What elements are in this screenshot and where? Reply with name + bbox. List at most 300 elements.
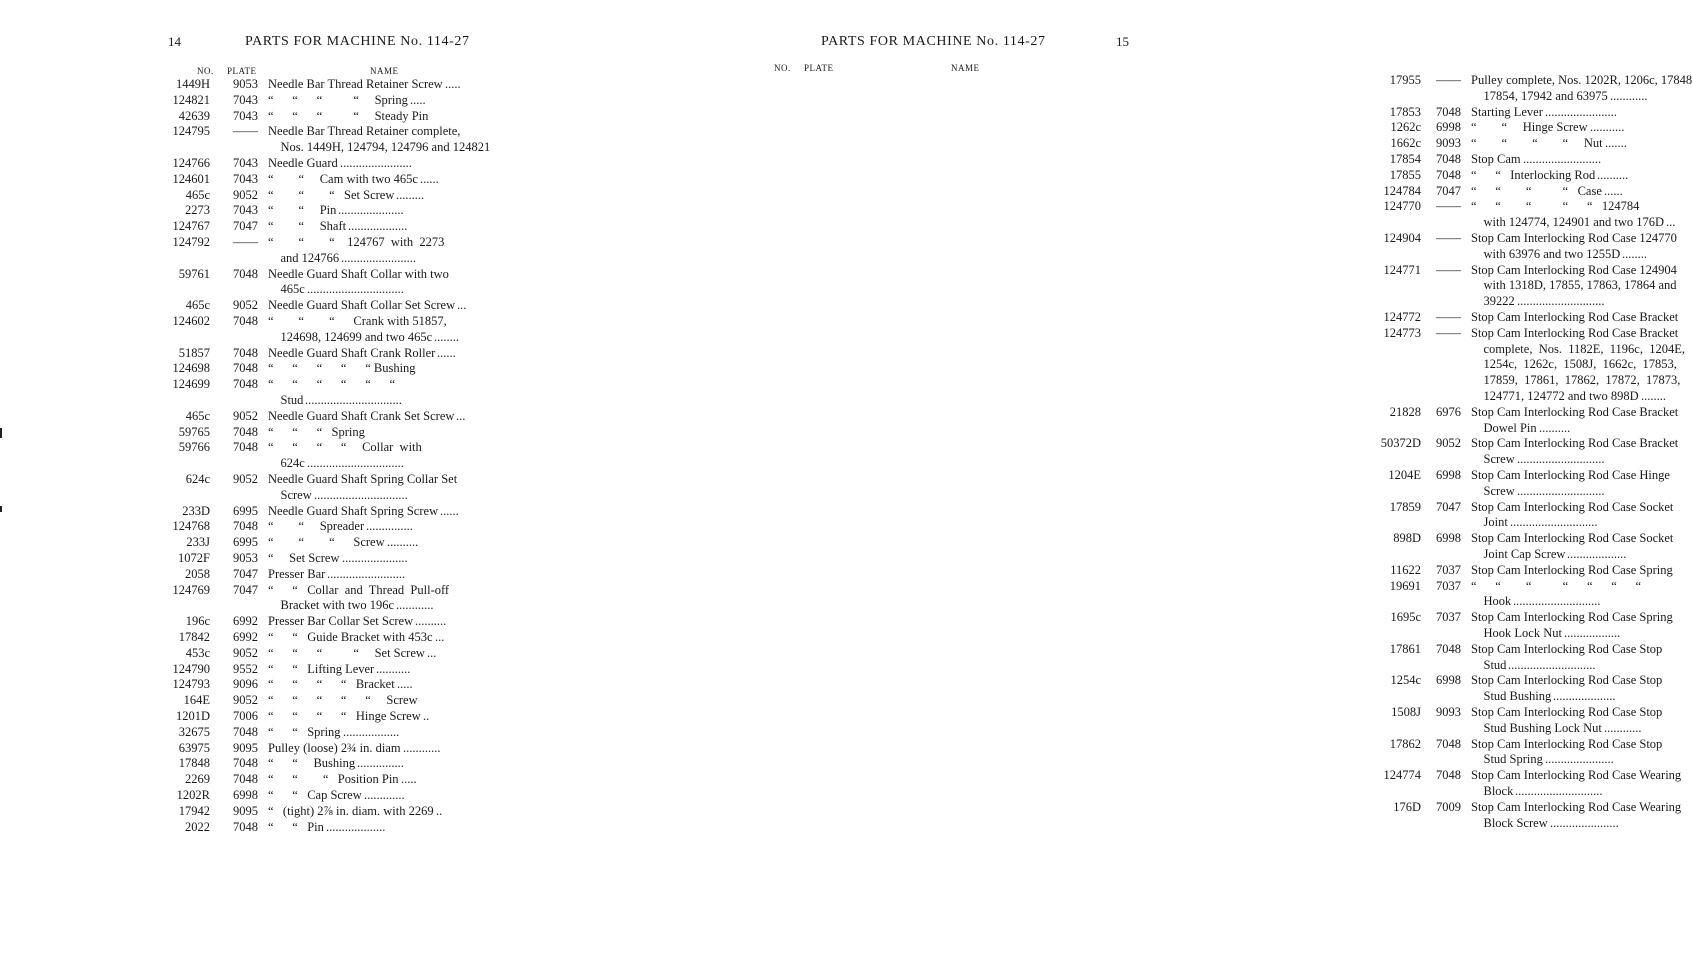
- dot-leader: ...................: [1567, 547, 1627, 561]
- plate-number: 7048: [233, 440, 258, 455]
- part-number: 19691: [1389, 578, 1421, 593]
- part-number: 124768: [172, 519, 210, 534]
- dot-leader: ..........: [1597, 167, 1629, 182]
- part-name: Stop Cam Interlocking Rod Case Bracket: [1471, 404, 1679, 419]
- plate-number: 9096: [233, 677, 258, 692]
- part-name: Stop Cam Interlocking Rod Case Stop: [1471, 673, 1663, 688]
- part-name: with 124774, 124901 and two 176D: [1471, 215, 1665, 230]
- plate-number: 9052: [233, 645, 258, 660]
- part-name: 17859, 17861, 17862, 17872, 17873,: [1471, 373, 1681, 388]
- part-number: 59765: [178, 424, 210, 439]
- part-name: 1254c, 1262c, 1508J, 1662c, 17853,: [1471, 357, 1677, 372]
- part-name: Nos. 1449H, 124794, 124796 and 124821: [268, 140, 491, 155]
- plate-number: 7047: [1436, 183, 1461, 198]
- part-number: 1204E: [1388, 468, 1421, 482]
- part-number: 2058: [185, 566, 210, 581]
- part-name: “ “ “ Screw: [268, 535, 385, 550]
- part-number: 898D: [1393, 531, 1421, 546]
- dot-leader: ...: [435, 630, 445, 644]
- part-number: 59761: [178, 266, 210, 281]
- dot-leader: ...........: [376, 661, 411, 676]
- part-name: “ “ “ “ Hinge Screw: [268, 709, 421, 723]
- plate-number: ——: [1436, 325, 1461, 340]
- part-name: “ “ Collar and Thread Pull-off: [268, 582, 450, 597]
- part-number: 17853: [1389, 104, 1421, 119]
- plate-number: 9052: [233, 693, 258, 708]
- part-number: 465c: [185, 298, 210, 313]
- part-number: 11622: [1390, 562, 1421, 577]
- part-number: 21828: [1389, 404, 1421, 419]
- dot-leader: ......: [1604, 183, 1623, 198]
- part-name: “ “ “ “ Spring: [268, 92, 408, 107]
- part-number: 164E: [183, 693, 210, 708]
- dot-leader: ............................: [1515, 784, 1603, 798]
- part-number: 233D: [182, 503, 210, 518]
- plate-number: 9552: [233, 661, 258, 676]
- plate-number: 9052: [233, 472, 258, 486]
- dot-leader: ............: [1610, 88, 1648, 103]
- part-name: Stop Cam Interlocking Rod Case Bracket: [1471, 325, 1679, 340]
- part-name: Stop Cam Interlocking Rod Case Bracket: [1471, 436, 1679, 451]
- plate-number: 7048: [233, 756, 258, 771]
- dot-leader: ........: [434, 329, 459, 344]
- part-name: Starting Lever: [1471, 104, 1543, 119]
- dot-leader: ............................: [1513, 594, 1601, 609]
- part-name: 124698, 124699 and two 465c: [268, 329, 433, 344]
- dot-leader: .....: [401, 772, 417, 787]
- dot-leader: ...........: [1590, 120, 1625, 135]
- part-number: 17955: [1389, 73, 1421, 87]
- plate-number: 6998: [233, 788, 258, 802]
- part-number: 196c: [185, 614, 210, 629]
- part-number: 1508J: [1391, 705, 1421, 719]
- dot-leader: ........: [1641, 389, 1666, 403]
- plate-number: 7047: [233, 566, 258, 581]
- plate-number: 7048: [1436, 104, 1461, 119]
- part-number: 124769: [172, 582, 210, 597]
- plate-number: 6998: [1436, 531, 1461, 546]
- part-number: 1449H: [175, 77, 210, 91]
- dot-leader: ............................: [1508, 657, 1596, 672]
- part-number: 465c: [185, 187, 210, 202]
- dot-leader: ...............................: [305, 393, 402, 407]
- part-name: “ “ “ Crank with 51857,: [268, 314, 447, 328]
- part-name: “ “ “ “ “ “ “: [1471, 578, 1642, 593]
- part-number: 63975: [178, 740, 210, 755]
- part-name: Bracket with two 196c: [268, 598, 395, 613]
- part-name: Dowel Pin: [1471, 420, 1537, 435]
- part-name: “ “ “ “ Nut: [1471, 136, 1603, 151]
- part-number: 2273: [185, 203, 210, 218]
- scan-edge-mark: [0, 428, 2, 438]
- plate-number: 7048: [1436, 152, 1461, 166]
- dot-leader: ...: [456, 408, 466, 423]
- part-name: “ “ “ “ “ Screw: [268, 693, 418, 708]
- part-number: 51857: [178, 345, 210, 360]
- part-name: Hook Lock Nut: [1471, 626, 1562, 640]
- col-head-plate: PLATE: [804, 63, 834, 73]
- part-number: 124766: [172, 156, 210, 170]
- dot-leader: ..: [436, 803, 443, 818]
- part-name: “ “ Cap Screw: [268, 788, 362, 802]
- plate-number: 7048: [233, 724, 258, 739]
- part-name: Stop Cam Interlocking Rod Case Stop: [1471, 705, 1663, 719]
- dot-leader: ..............................: [314, 487, 408, 502]
- plate-number: 6998: [1436, 468, 1461, 482]
- dot-leader: ...................: [326, 819, 386, 834]
- plate-number: 7037: [1436, 578, 1461, 593]
- part-name: “ “ Pin: [268, 203, 337, 218]
- plate-number: 7047: [1436, 499, 1461, 514]
- left-page: [0, 0, 619, 954]
- plate-number: 7048: [233, 424, 258, 439]
- plate-number: ——: [1436, 310, 1461, 324]
- plate-number: ——: [1436, 199, 1461, 214]
- part-number: 1254c: [1390, 673, 1421, 688]
- part-name: with 63976 and two 1255D: [1471, 246, 1621, 261]
- plate-number: 7043: [233, 156, 258, 170]
- part-name: “ Set Screw: [268, 551, 340, 565]
- plate-number: 6995: [233, 535, 258, 550]
- scan-edge-mark: [0, 506, 2, 512]
- dot-leader: ..................: [1564, 626, 1621, 640]
- part-number: 124821: [172, 92, 210, 107]
- part-number: 124774: [1383, 768, 1421, 783]
- plate-number: 9053: [233, 77, 258, 91]
- part-number: 124602: [172, 314, 210, 328]
- part-number: 1072F: [178, 551, 210, 565]
- plate-number: 7043: [233, 92, 258, 107]
- part-number: 50372D: [1380, 436, 1421, 451]
- plate-number: 9052: [233, 408, 258, 423]
- plate-number: ——: [233, 124, 258, 139]
- plate-number: 7047: [233, 582, 258, 597]
- part-number: 17848: [178, 756, 210, 771]
- part-name: “ “ “ “ “ “: [268, 377, 396, 392]
- dot-leader: ..................: [343, 724, 400, 739]
- plate-number: 9053: [233, 551, 258, 565]
- dot-leader: ...............................: [307, 456, 404, 471]
- part-name: Block Screw: [1471, 815, 1548, 830]
- plate-number: 7048: [1436, 641, 1461, 656]
- dot-leader: ......: [437, 345, 456, 360]
- part-name: Stud Bushing: [1471, 689, 1552, 704]
- part-name: Stop Cam Interlocking Rod Case 124904: [1471, 262, 1677, 277]
- running-head: PARTS FOR MACHINE No. 114-27: [821, 34, 1046, 49]
- plate-number: 9052: [1436, 436, 1461, 451]
- dot-leader: ....................: [1553, 689, 1616, 704]
- plate-number: 7048: [233, 314, 258, 328]
- part-number: 124790: [172, 661, 210, 676]
- part-name: “ “ “ “ Steady Pin: [268, 108, 429, 123]
- part-number: 1695c: [1390, 610, 1421, 625]
- plate-number: 7043: [233, 108, 258, 123]
- dot-leader: ......: [420, 171, 439, 186]
- dot-leader: .....: [397, 677, 413, 692]
- part-name: 124771, 124772 and two 898D: [1471, 389, 1639, 403]
- part-name: Stud: [268, 393, 304, 407]
- part-name: Stop Cam Interlocking Rod Case Bracket: [1471, 310, 1679, 324]
- part-name: Stop Cam Interlocking Rod Case Spring: [1471, 610, 1673, 625]
- dot-leader: ......: [440, 503, 459, 518]
- dot-leader: ......................: [1550, 815, 1619, 830]
- part-name: “ “ “ “ Case: [1471, 183, 1602, 198]
- part-number: 124784: [1383, 183, 1421, 198]
- plate-number: 6998: [1436, 120, 1461, 135]
- part-name: “ “ “ “ Bracket: [268, 677, 395, 692]
- part-number: 17861: [1389, 641, 1421, 656]
- part-number: 124793: [172, 677, 210, 692]
- dot-leader: .........................: [327, 566, 406, 581]
- part-name: “ “ Lifting Lever: [268, 661, 375, 676]
- plate-number: 7047: [233, 219, 258, 234]
- dot-leader: ............: [1604, 720, 1642, 735]
- dot-leader: ...: [1666, 215, 1676, 230]
- page-number: 14: [168, 34, 181, 49]
- plate-number: 7037: [1436, 562, 1461, 577]
- part-name: Stop Cam Interlocking Rod Case Spring: [1471, 562, 1673, 577]
- dot-leader: ..........: [387, 535, 419, 550]
- part-name: Stud Bushing Lock Nut: [1471, 720, 1602, 735]
- plate-number: 6998: [1436, 673, 1461, 688]
- dot-leader: .......................: [1545, 104, 1617, 119]
- dot-leader: ..: [423, 709, 430, 723]
- dot-leader: .........: [396, 187, 425, 202]
- dot-leader: .......................: [340, 156, 412, 170]
- part-number: 1662c: [1390, 136, 1421, 151]
- dot-leader: ...............................: [307, 282, 404, 297]
- part-number: 124767: [172, 219, 210, 234]
- part-name: “ “ Shaft: [268, 219, 347, 234]
- part-name: Stop Cam Interlocking Rod Case Socket: [1471, 499, 1674, 514]
- col-head-no: NO.: [774, 63, 791, 73]
- part-number: 1202R: [176, 788, 210, 802]
- part-name: Needle Guard: [268, 156, 338, 170]
- part-name: Stop Cam: [1471, 152, 1521, 166]
- dot-leader: .............: [364, 788, 405, 802]
- part-name: “ “ Guide Bracket with 453c: [268, 630, 433, 644]
- dot-leader: .........................: [1523, 152, 1602, 166]
- part-name: Needle Bar Thread Retainer Screw: [268, 77, 443, 91]
- part-number: 465c: [185, 408, 210, 423]
- dot-leader: ......................: [1545, 752, 1614, 767]
- part-name: “ “ “ “ Collar with: [268, 440, 422, 455]
- part-number: 17854: [1389, 152, 1421, 166]
- part-name: “ “ “ “ “ Bushing: [268, 361, 416, 376]
- plate-number: 7048: [1436, 768, 1461, 783]
- part-name: Needle Guard Shaft Spring Screw: [268, 503, 439, 518]
- dot-leader: ............................: [1517, 294, 1605, 309]
- part-name: Needle Guard Shaft Spring Collar Set: [268, 472, 458, 486]
- dot-leader: ..........: [415, 614, 447, 629]
- right-page: [619, 0, 1692, 954]
- part-name: “ “ Interlocking Rod: [1471, 167, 1596, 182]
- part-name: Hook: [1471, 594, 1512, 609]
- plate-number: 7006: [233, 709, 258, 723]
- part-number: 17942: [178, 803, 210, 818]
- dot-leader: ...................: [348, 219, 408, 234]
- part-name: Presser Bar: [268, 566, 326, 581]
- part-name: Needle Guard Shaft Collar Set Screw: [268, 298, 456, 313]
- part-name: Stop Cam Interlocking Rod Case Wearing: [1471, 768, 1682, 783]
- col-head-no: NO.: [197, 66, 214, 76]
- dot-leader: ........................: [341, 250, 416, 265]
- part-name: “ (tight) 2⅞ in. diam. with 2269: [268, 803, 434, 818]
- dot-leader: ...: [427, 645, 437, 660]
- dot-leader: .....................: [338, 203, 404, 218]
- dot-leader: ..........: [1539, 420, 1571, 435]
- part-number: 1201D: [175, 709, 210, 723]
- part-name: Joint: [1471, 515, 1508, 530]
- part-number: 124792: [172, 235, 210, 249]
- part-name: 17854, 17942 and 63975: [1471, 88, 1608, 103]
- part-name: Stop Cam Interlocking Rod Case Stop: [1471, 736, 1663, 751]
- plate-number: 7043: [233, 171, 258, 186]
- plate-number: 7048: [233, 361, 258, 376]
- part-name: “ “ “ “ Set Screw: [268, 645, 425, 660]
- part-name: “ “ “ Position Pin: [268, 772, 399, 787]
- part-name: “ “ “ Set Screw: [268, 187, 395, 202]
- plate-number: 9095: [233, 803, 258, 818]
- plate-number: 6992: [233, 614, 258, 629]
- part-number: 124773: [1383, 325, 1421, 340]
- part-number: 124904: [1383, 231, 1421, 245]
- part-name: “ “ Spring: [268, 724, 341, 739]
- part-name: Stop Cam Interlocking Rod Case Socket: [1471, 531, 1674, 546]
- plate-number: 7048: [1436, 167, 1461, 182]
- part-number: 2022: [185, 819, 210, 834]
- plate-number: 6992: [233, 630, 258, 644]
- part-name: Screw: [1471, 483, 1515, 498]
- part-number: 32675: [178, 724, 210, 739]
- plate-number: 6976: [1436, 404, 1461, 419]
- plate-number: ——: [1436, 231, 1461, 245]
- plate-number: 9095: [233, 740, 258, 755]
- part-name: Pulley (loose) 2¾ in. diam: [268, 740, 401, 755]
- part-name: Stop Cam Interlocking Rod Case Hinge: [1471, 468, 1670, 482]
- col-head-name: NAME: [370, 66, 399, 76]
- part-name: Needle Guard Shaft Crank Set Screw: [268, 408, 455, 423]
- part-name: Joint Cap Screw: [1471, 547, 1566, 561]
- dot-leader: .....................: [342, 551, 408, 565]
- plate-number: ——: [1436, 73, 1461, 87]
- part-name: Needle Guard Shaft Collar with two: [268, 266, 449, 281]
- part-number: 124601: [172, 171, 210, 186]
- plate-number: 7048: [233, 345, 258, 360]
- part-number: 124699: [172, 377, 210, 392]
- part-number: 17855: [1389, 167, 1421, 182]
- part-number: 17862: [1389, 736, 1421, 751]
- part-name: 39222: [1471, 294, 1515, 309]
- dot-leader: ............................: [1517, 483, 1605, 498]
- plate-number: 7043: [233, 203, 258, 218]
- plate-number: 6995: [233, 503, 258, 518]
- part-name: Needle Guard Shaft Crank Roller: [268, 345, 436, 360]
- dot-leader: ............: [396, 598, 434, 613]
- plate-number: 7048: [233, 772, 258, 787]
- col-head-plate: PLATE: [227, 66, 257, 76]
- part-name: Screw: [268, 487, 312, 502]
- plate-number: 7048: [233, 519, 258, 534]
- part-name: and 124766: [268, 250, 340, 265]
- part-name: complete, Nos. 1182E, 1196c, 1204E,: [1471, 341, 1685, 356]
- dot-leader: ............................: [1517, 452, 1605, 467]
- part-number: 17859: [1389, 499, 1421, 514]
- part-name: Presser Bar Collar Set Screw: [268, 614, 414, 629]
- part-number: 42639: [178, 108, 210, 123]
- plate-number: 7009: [1436, 799, 1461, 814]
- part-name: Stop Cam Interlocking Rod Case Wearing: [1471, 799, 1682, 814]
- part-name: Stop Cam Interlocking Rod Case Stop: [1471, 641, 1663, 656]
- running-head: PARTS FOR MACHINE No. 114-27: [245, 34, 470, 49]
- part-name: “ “ Cam with two 465c: [268, 171, 418, 186]
- plate-number: ——: [233, 235, 258, 249]
- part-number: 124698: [172, 361, 210, 376]
- dot-leader: ...: [457, 298, 467, 313]
- part-name: Pulley complete, Nos. 1202R, 1206c, 17848: [1471, 73, 1692, 87]
- part-name: Screw: [1471, 452, 1515, 467]
- part-name: “ “ Hinge Screw: [1471, 120, 1588, 135]
- part-name: Stop Cam Interlocking Rod Case 124770: [1471, 231, 1677, 245]
- dot-leader: ............................: [1510, 515, 1598, 530]
- plate-number: 7048: [233, 819, 258, 834]
- plate-number: 7048: [233, 266, 258, 281]
- part-number: 124795: [172, 124, 210, 139]
- part-name: “ “ “ “ “ 124784: [1471, 199, 1640, 214]
- part-number: 233J: [186, 535, 210, 550]
- dot-leader: ...............: [357, 756, 404, 771]
- part-name: “ “ “ Spring: [268, 424, 365, 439]
- part-name: Stud: [1471, 657, 1507, 672]
- part-name: “ “ Spreader: [268, 519, 365, 534]
- part-number: 124772: [1383, 310, 1421, 324]
- col-head-name: NAME: [951, 63, 980, 73]
- part-number: 624c: [185, 472, 210, 486]
- part-number: 176D: [1393, 799, 1421, 814]
- part-number: 124770: [1383, 199, 1421, 214]
- dot-leader: ........: [1622, 246, 1647, 261]
- plate-number: 9093: [1436, 705, 1461, 719]
- dot-leader: .......: [1605, 136, 1627, 151]
- part-name: “ “ Pin: [268, 819, 324, 834]
- page-number: 15: [1116, 34, 1129, 49]
- plate-number: 9093: [1436, 136, 1461, 151]
- dot-leader: .....: [445, 77, 461, 91]
- plate-number: 9052: [233, 298, 258, 313]
- dot-leader: ............: [403, 740, 441, 755]
- part-number: 124771: [1383, 262, 1421, 277]
- part-name: 465c: [268, 282, 305, 297]
- plate-number: 7048: [1436, 736, 1461, 751]
- part-name: “ “ “ 124767 with 2273: [268, 235, 445, 249]
- part-name: “ “ Bushing: [268, 756, 356, 771]
- part-name: with 1318D, 17855, 17863, 17864 and: [1471, 278, 1677, 293]
- part-name: Block: [1471, 784, 1514, 798]
- plate-number: 7048: [233, 377, 258, 392]
- plate-number: 9052: [233, 187, 258, 202]
- plate-number: 7037: [1436, 610, 1461, 625]
- part-number: 453c: [185, 645, 210, 660]
- part-name: Stud Spring: [1471, 752, 1543, 767]
- part-number: 1262c: [1390, 120, 1421, 135]
- plate-number: ——: [1436, 262, 1461, 277]
- part-number: 2269: [185, 772, 210, 787]
- part-name: 624c: [268, 456, 305, 471]
- part-number: 59766: [178, 440, 210, 455]
- part-name: Needle Bar Thread Retainer complete,: [268, 124, 461, 139]
- part-number: 17842: [178, 630, 210, 644]
- dot-leader: ...............: [366, 519, 413, 534]
